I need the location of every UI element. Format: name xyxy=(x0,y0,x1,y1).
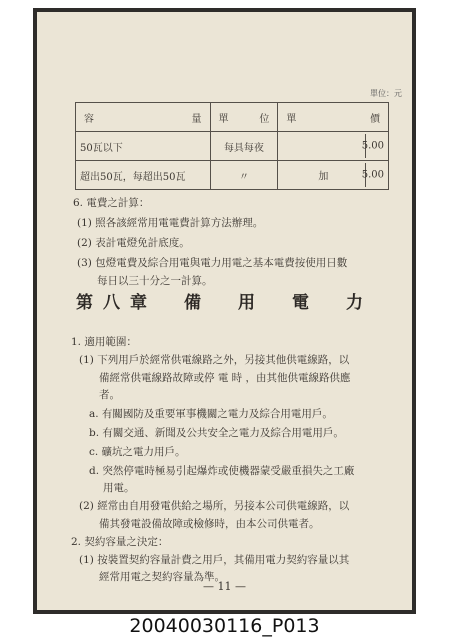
list-item: 備其發電設備故障或檢修時，由本公司供電者。 xyxy=(99,518,320,530)
list-item: 者。 xyxy=(99,389,120,401)
list-item: (2) 經常由自用發電供給之場所，另接本公司供電線路，以 xyxy=(79,500,350,512)
list-item: (3) 包燈電費及綜合用電與電力用電之基本電費按使用日數 xyxy=(77,257,348,269)
image-caption: 20040030116_P013 xyxy=(129,615,320,637)
list-item: c. 礦坑之電力用戶。 xyxy=(89,446,186,458)
table-header-row xyxy=(76,103,389,132)
header-capacity: 容 量 xyxy=(76,103,211,132)
price-value: 5.00 xyxy=(361,169,384,181)
rate-table xyxy=(75,102,389,190)
list-item: 用電。 xyxy=(103,482,135,494)
cell-unit: 每具每夜 xyxy=(210,132,278,161)
header-price: 單 價 xyxy=(278,103,389,132)
list-item: 每日以三十分之一計算。 xyxy=(97,275,213,287)
cell-unit: 〃 xyxy=(210,161,278,190)
table-row xyxy=(76,132,389,161)
list-item: a. 有關國防及重要軍事機關之電力及綜合用電用戶。 xyxy=(89,408,333,420)
cell-capacity: 超出50瓦，每超出50瓦 xyxy=(76,161,211,190)
price-value: 5.00 xyxy=(361,140,384,152)
list-item: (1) 下列用戶於經常供電線路之外，另接其他供電線路，以 xyxy=(79,354,350,366)
cell-capacity: 50瓦以下 xyxy=(76,132,211,161)
section-6-heading: 6. 電費之計算： xyxy=(73,197,150,209)
list-item: 經常用電之契約容量為準。 xyxy=(99,571,225,583)
price-prefix: 加 xyxy=(318,171,329,183)
document-page xyxy=(37,12,412,610)
list-item: d. 突然停電時極易引起爆炸或使機器蒙受嚴重損失之工廠 xyxy=(89,465,355,477)
list-item: (2) 表計電燈免計底度。 xyxy=(77,237,190,249)
unit-label: 單位：元 xyxy=(370,89,402,98)
list-item: (1) 照各該經常用電電費計算方法辦理。 xyxy=(77,217,264,229)
chapter-title: 第八章 備 用 電 力 xyxy=(76,293,373,313)
section-1-heading: 1. 適用範圍： xyxy=(71,336,137,348)
header-unit: 單 位 xyxy=(210,103,278,132)
table-row xyxy=(76,161,389,190)
cell-price xyxy=(278,161,389,190)
list-item: 備經常供電線路故障或停 電 時 ，由其他供電線路供應 xyxy=(99,372,351,384)
cell-price xyxy=(278,132,389,161)
list-item: (1) 按裝置契約容量計費之用戶，其備用電力契約容量以其 xyxy=(79,554,350,566)
page-number: — 11 — xyxy=(203,580,246,593)
list-item: b. 有關交通、新聞及公共安全之電力及綜合用電用戶。 xyxy=(89,427,344,439)
section-2-heading: 2. 契約容量之決定： xyxy=(71,536,169,548)
